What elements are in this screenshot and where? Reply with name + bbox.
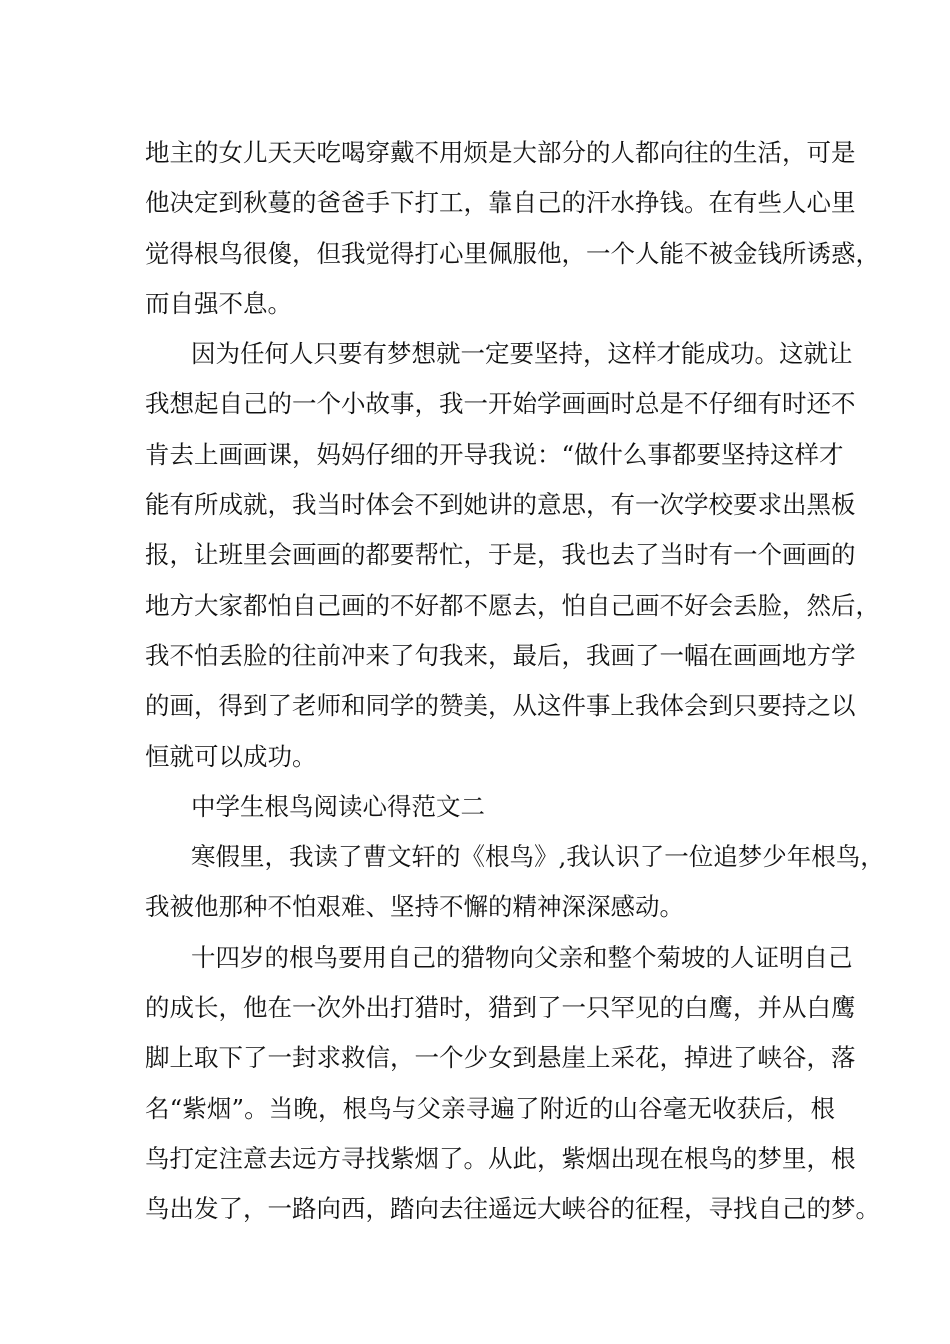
text-line: 脚上取下了一封求救信，一个少女到悬崖上采花，掉进了峡谷，落 [145, 1043, 856, 1073]
document-body [145, 128, 885, 1235]
text-line: 十四岁的根鸟要用自己的猎物向父亲和整个菊坡的人证明自己 [191, 942, 853, 972]
paragraph [145, 329, 880, 782]
text-line: 地主的女儿天天吃喝穿戴不用烦是大部分的人都向往的生活，可是 [145, 138, 856, 167]
text-line: 我想起自己的一个小故事，我一开始学画画时总是不仔细有时还不 [145, 389, 856, 419]
text-line: 的成长，他在一次外出打猎时，猎到了一只罕见的白鹰，并从白鹰 [145, 993, 856, 1023]
text-line: 鸟出发了，一路向西，踏向去往遥远大峡谷的征程，寻找自己的梦。 [145, 1194, 880, 1224]
paragraph [145, 128, 880, 329]
text-line: 肯去上画画课，妈妈仔细的开导我说：“做什么事都要坚持这样才 [145, 439, 844, 469]
section-heading [145, 782, 835, 832]
text-line: 他决定到秋蔓的爸爸手下打工，靠自己的汗水挣钱。在有些人心里 [145, 188, 856, 218]
text-line: 地方大家都怕自己画的不好都不愿去，怕自己画不好会丢脸，然后， [145, 590, 880, 620]
text-line: 因为任何人只要有梦想就一定要坚持，这样才能成功。这就让 [191, 339, 853, 369]
text-line: 鸟打定注意去远方寻找紫烟了。从此，紫烟出现在根鸟的梦里，根 [145, 1143, 856, 1173]
text-line: 恒就可以成功。 [145, 741, 317, 771]
section-heading-text: 中学生根鸟阅读心得范文二 [191, 791, 485, 821]
text-line: 寒假里，我读了曹文轩的《根鸟》,我认识了一位追梦少年根鸟， [191, 842, 885, 872]
text-line: 能有所成就，我当时体会不到她讲的意思，有一次学校要求出黑板 [145, 490, 856, 520]
paragraph [145, 832, 885, 933]
text-line: 我不怕丢脸的往前冲来了句我来，最后，我画了一幅在画画地方学 [145, 640, 856, 670]
text-line: 报，让班里会画画的都要帮忙，于是，我也去了当时有一个画画的 [145, 540, 856, 570]
text-line: 而自强不息。 [145, 288, 292, 318]
paragraph [145, 933, 880, 1235]
text-line: 名“紫烟”。当晚，根鸟与父亲寻遍了附近的山谷毫无收获后，根 [145, 1093, 835, 1123]
text-line: 我被他那种不怕艰难、坚持不懈的精神深深感动。 [145, 892, 684, 922]
text-line: 的画，得到了老师和同学的赞美，从这件事上我体会到只要持之以 [145, 691, 856, 721]
text-line: 觉得根鸟很傻，但我觉得打心里佩服他，一个人能不被金钱所诱惑， [145, 238, 880, 268]
